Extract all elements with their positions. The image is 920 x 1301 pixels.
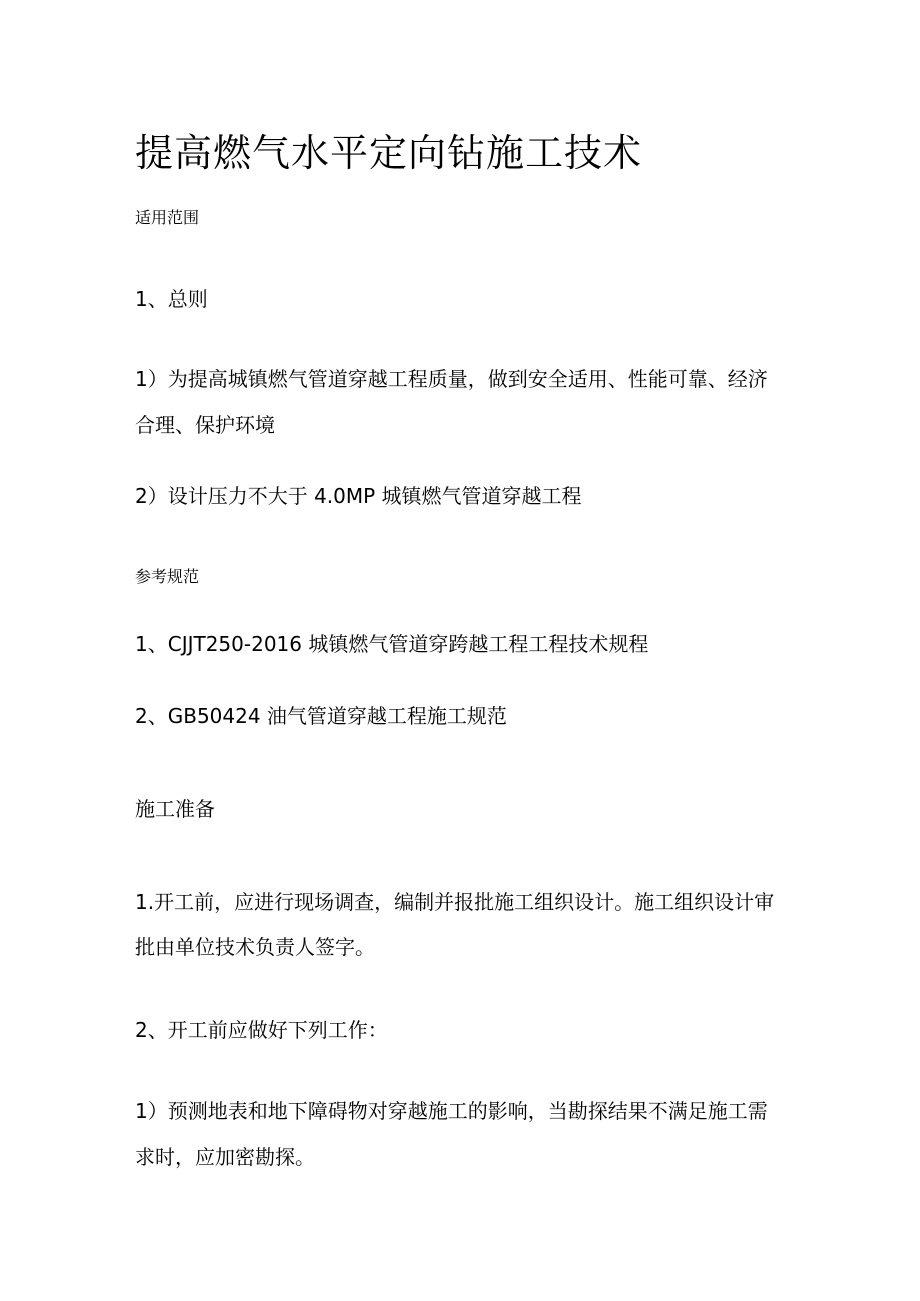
preparation-subitem-1-line-2: 求时，应加密勘探。 bbox=[135, 1145, 315, 1169]
section-heading-references: 参考规范 bbox=[135, 567, 200, 586]
preparation-item-1-line-1: 1.开工前，应进行现场调查，编制并报批施工组织设计。施工组织设计审 bbox=[135, 890, 775, 914]
document-title: 提高燃气水平定向钻施工技术 bbox=[135, 131, 643, 175]
preparation-item-2: 2、开工前应做好下列工作： bbox=[135, 1018, 388, 1042]
preparation-item-1-line-2: 批由单位技术负责人签字。 bbox=[135, 935, 375, 959]
general-item-1-line-2: 合理、保护环境 bbox=[135, 413, 275, 437]
general-heading: 1、总则 bbox=[135, 287, 208, 311]
general-item-2: 2）设计压力不大于 4.0MP 城镇燃气管道穿越工程 bbox=[135, 484, 582, 508]
preparation-subitem-1-line-1: 1）预测地表和地下障碍物对穿越施工的影响，当勘探结果不满足施工需 bbox=[135, 1099, 768, 1123]
general-item-1-line-1: 1）为提高城镇燃气管道穿越工程质量，做到安全适用、性能可靠、经济 bbox=[135, 367, 768, 391]
reference-item-2: 2、GB50424 油气管道穿越工程施工规范 bbox=[135, 704, 507, 728]
section-heading-preparation: 施工准备 bbox=[135, 797, 215, 821]
reference-item-1: 1、CJJT250-2016 城镇燃气管道穿跨越工程工程技术规程 bbox=[135, 632, 649, 656]
section-heading-scope: 适用范围 bbox=[135, 208, 200, 227]
